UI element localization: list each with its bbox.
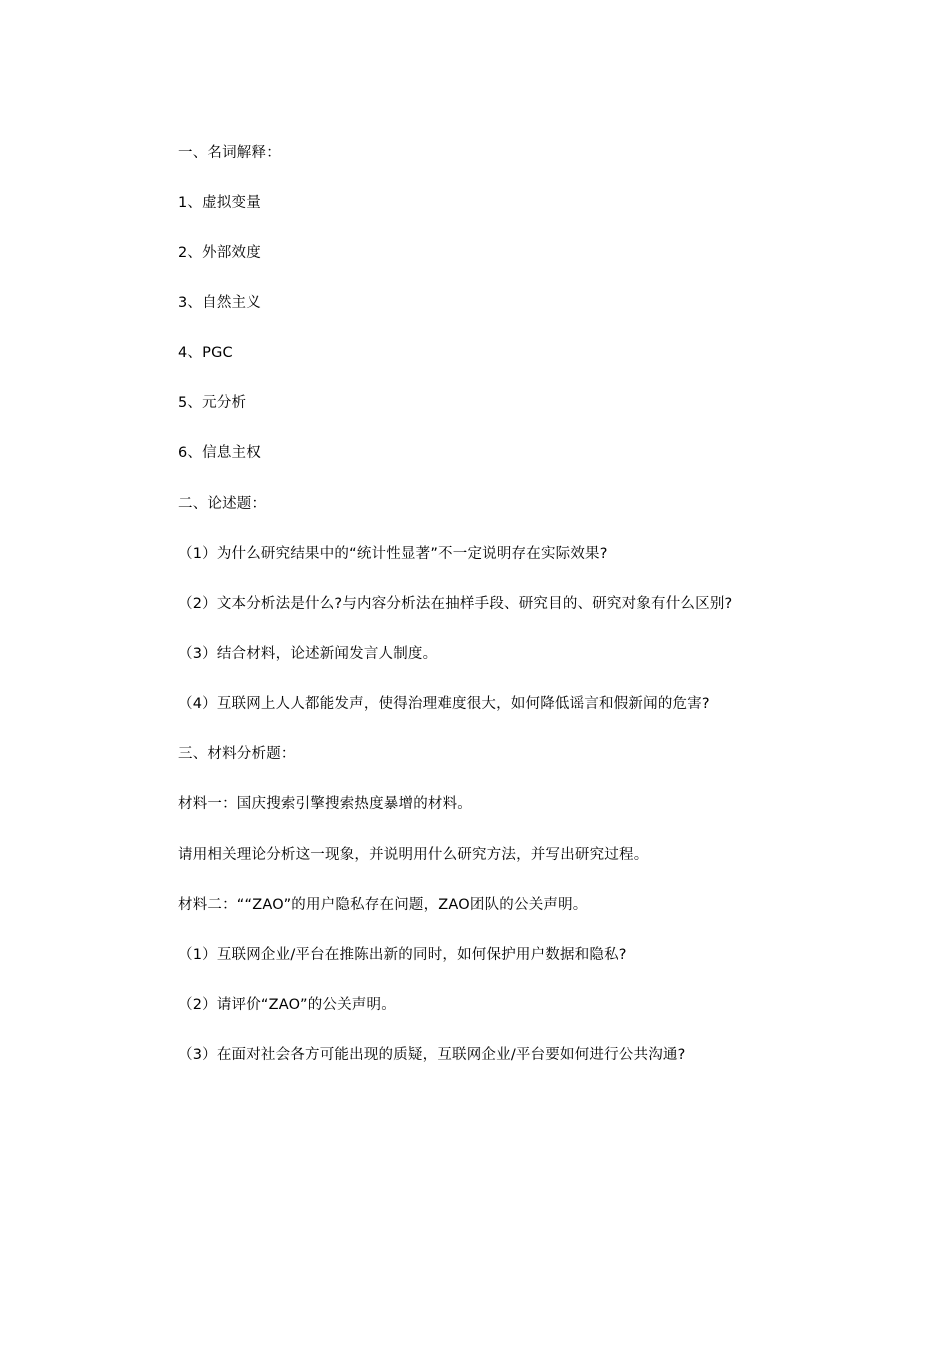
essay-question-3: （3）结合材料，论述新闻发言人制度。 xyxy=(178,646,438,662)
material-2-question-3: （3）在面对社会各方可能出现的质疑，互联网企业/平台要如何进行公共沟通? xyxy=(178,1047,686,1063)
term-item-4: 4、PGC xyxy=(178,345,233,361)
essay-question-2: （2）文本分析法是什么?与内容分析法在抽样手段、研究目的、研究对象有什么区别? xyxy=(178,596,733,612)
material-2-question-2: （2）请评价“ZAO”的公关声明。 xyxy=(178,997,396,1013)
term-item-5: 5、元分析 xyxy=(178,395,247,411)
section-2-heading: 二、论述题： xyxy=(178,496,267,512)
material-1-question: 请用相关理论分析这一现象，并说明用什么研究方法，并写出研究过程。 xyxy=(178,847,649,863)
material-1: 材料一：国庆搜索引擎搜索热度暴增的材料。 xyxy=(178,796,472,812)
essay-question-1: （1）为什么研究结果中的“统计性显著”不一定说明存在实际效果? xyxy=(178,546,608,562)
essay-question-4: （4）互联网上人人都能发声，使得治理难度很大，如何降低谣言和假新闻的危害? xyxy=(178,696,710,712)
term-item-1: 1、虚拟变量 xyxy=(178,195,261,211)
term-item-3: 3、自然主义 xyxy=(178,295,261,311)
material-2: 材料二：““ZAO”的用户隐私存在问题，ZAO团队的公关声明。 xyxy=(178,897,588,913)
section-3-heading: 三、材料分析题： xyxy=(178,746,296,762)
section-1-heading: 一、名词解释： xyxy=(178,145,281,161)
term-item-6: 6、信息主权 xyxy=(178,445,261,461)
term-item-2: 2、外部效度 xyxy=(178,245,261,261)
material-2-question-1: （1）互联网企业/平台在推陈出新的同时，如何保护用户数据和隐私? xyxy=(178,947,627,963)
